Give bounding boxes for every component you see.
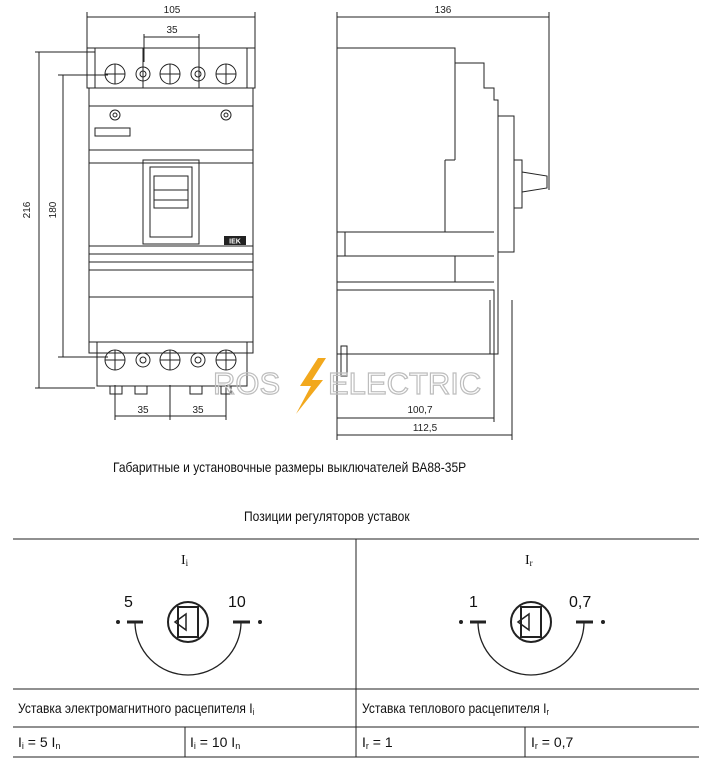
dim-overall-width: 105 (163, 5, 181, 16)
dim-depth: 136 (434, 5, 452, 16)
tick-dot-min-ii (116, 620, 120, 624)
knob-ir (459, 602, 605, 675)
knob-ii (116, 602, 262, 675)
drawing-caption: Габаритные и установочные размеры выключателей ВА88-35Р (113, 459, 467, 475)
dim-depth-mount: 100,7 (407, 405, 433, 416)
cell-ir-1: $I_r = 1$ (362, 734, 393, 751)
header-thermal-release: Уставка теплового расцепителя $I_r$ (362, 700, 550, 717)
header-em-release: Уставка электромагнитного расцепителя $I_i$ (18, 700, 255, 717)
dim-depth-body: 112,5 (412, 423, 438, 434)
tick-dot-min-ir (459, 620, 463, 624)
knob-ir-max-label: 0,7 (569, 594, 592, 611)
knob-ii-min-label: 5 (124, 594, 133, 611)
dim-pitch-bottom-left: 35 (137, 405, 149, 416)
watermark-ros: ROS (213, 366, 281, 401)
symbol-ii: $I_i$ (181, 553, 189, 568)
dim-height-mount: 180 (48, 201, 59, 219)
knob-ir-min-label: 1 (469, 594, 478, 611)
cell-ii-5: $I_i = 5$ $I_n$ (18, 734, 61, 751)
tick-dot-max-ir (601, 620, 605, 624)
dim-height-total: 216 (22, 201, 33, 219)
cell-ir-07: $I_r = 0,7$ (531, 734, 574, 751)
symbol-ir: $I_r$ (525, 553, 533, 568)
section-title: Позиции регуляторов уставок (244, 508, 410, 524)
dim-pole-pitch-top: 35 (166, 25, 178, 36)
iek-tag: IEK (229, 238, 241, 246)
cell-ii-10: $I_i = 10$ $I_n$ (190, 734, 241, 751)
knob-ii-max-label: 10 (228, 594, 246, 611)
dim-pitch-bottom-right: 35 (192, 405, 204, 416)
tick-dot-max-ii (258, 620, 262, 624)
watermark-electric: ELECTRIC (328, 366, 482, 401)
